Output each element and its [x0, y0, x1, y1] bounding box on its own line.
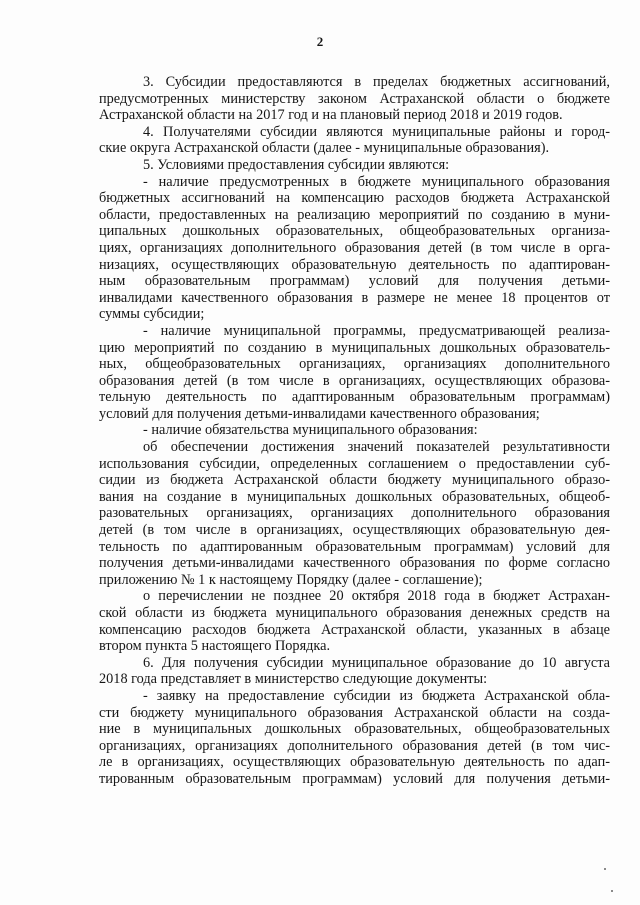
- text-line: бюджетных ассигнований на компенсацию расходов бюджета Астраханской: [99, 190, 610, 207]
- text-line: области, предоставленных на реализацию мероприятий по созданию в муни-: [99, 206, 610, 223]
- scan-speck: [604, 868, 606, 870]
- text-line: - заявку на предоставление субсидии из бюджета Астраханской обла-: [143, 687, 610, 704]
- text-line: - наличие муниципальной программы, предусматривающей реализа-: [143, 322, 610, 339]
- text-line: предусмотренных министерству законом Астраханской области о бюджете: [99, 90, 610, 107]
- text-line: 3. Субсидии предоставляются в пределах бюджетных ассигнований,: [143, 74, 610, 90]
- text-line: - наличие предусмотренных в бюджете муниципального образования: [143, 173, 610, 190]
- text-line: циях, организациях дополнительного образования детей (в том числе в орга-: [99, 239, 610, 256]
- text-line: компенсацию расходов бюджета Астраханской области, указанных в абзаце: [99, 621, 610, 638]
- text-line: сидии из бюджета Астраханской области бюджету муниципального образо-: [99, 472, 610, 489]
- text-line: организациях, организациях дополнительного образования детей (в том чис-: [99, 737, 610, 754]
- text-line: разовательных организациях, организациях дополнительного образования: [99, 505, 610, 522]
- text-line: втором пункта 5 настоящего Порядка.: [99, 638, 331, 655]
- text-line: низациях, осуществляющих образовательную деятельность по адаптирован-: [99, 256, 610, 273]
- text-line: ципальных дошкольных образовательных, общеобразовательных организа-: [99, 223, 610, 240]
- text-line: тированным образовательным программам) условий для получения детьми-: [99, 770, 610, 787]
- page-number: 2: [316, 34, 324, 49]
- text-line: образования детей (в том числе в организациях, осуществляющих образова-: [99, 372, 610, 389]
- text-line: 5. Условиями предоставления субсидии являются:: [143, 156, 450, 173]
- text-line: ской области из бюджета муниципального образования денежных средств на: [99, 605, 610, 621]
- text-line: - наличие обязательства муниципального образования:: [143, 422, 478, 439]
- text-line: условий для получения детьми-инвалидами качественного образования;: [99, 405, 540, 422]
- text-line: 4. Получателями субсидии являются муниципальные районы и город-: [143, 123, 610, 140]
- text-line: 6. Для получения субсидии муниципальное образование до 10 августа: [143, 654, 610, 671]
- text-line: ных, общеобразовательных организациях, организациях дополнительного: [99, 356, 610, 373]
- text-line: вания на создание в муниципальных дошкольных образовательных, общеоб-: [99, 488, 610, 505]
- text-line: использования субсидии, определенных соглашением о предоставлении суб-: [99, 455, 610, 472]
- text-line: суммы субсидии;: [99, 306, 205, 323]
- scan-speck: [611, 890, 613, 892]
- text-line: ние в муниципальных дошкольных образовательных, общеобразовательных: [99, 721, 610, 738]
- text-line: инвалидами качественного образования в размере не менее 18 процентов от: [99, 289, 610, 306]
- text-line: ным образовательным программам) условий для получения детьми-: [99, 273, 610, 290]
- text-line: сти бюджету муниципального образования Астраханской области на созда-: [99, 704, 610, 721]
- text-line: о перечислении не позднее 20 октября 2018 года в бюджет Астрахан-: [143, 588, 610, 605]
- text-line: детей (в том числе в организациях, осуществляющих образовательную дея-: [99, 522, 610, 539]
- text-line: тельность по адаптированным образовательным программам) условий для: [99, 538, 610, 555]
- text-line: 2018 года представляет в министерство следующие документы:: [99, 671, 488, 688]
- text-line: об обеспечении достижения значений показателей результативности: [143, 439, 610, 456]
- text-line: цию мероприятий по созданию в муниципальных дошкольных образователь-: [99, 339, 610, 356]
- text-line: получения детьми-инвалидами качественного образования по форме согласно: [99, 555, 610, 572]
- document-body: [99, 74, 610, 788]
- text-line: ле в организациях, осуществляющих образовательную деятельность по адап-: [99, 754, 610, 771]
- text-line: Астраханской области на 2017 год и на плановый период 2018 и 2019 годов.: [99, 107, 563, 124]
- text-line: ские округа Астраханской области (далее - муниципальные образования).: [99, 140, 550, 157]
- text-line: тельную деятельность по адаптированным образовательным программам): [99, 389, 610, 406]
- text-line: приложению № 1 к настоящему Порядку (далее - соглашение);: [99, 571, 483, 588]
